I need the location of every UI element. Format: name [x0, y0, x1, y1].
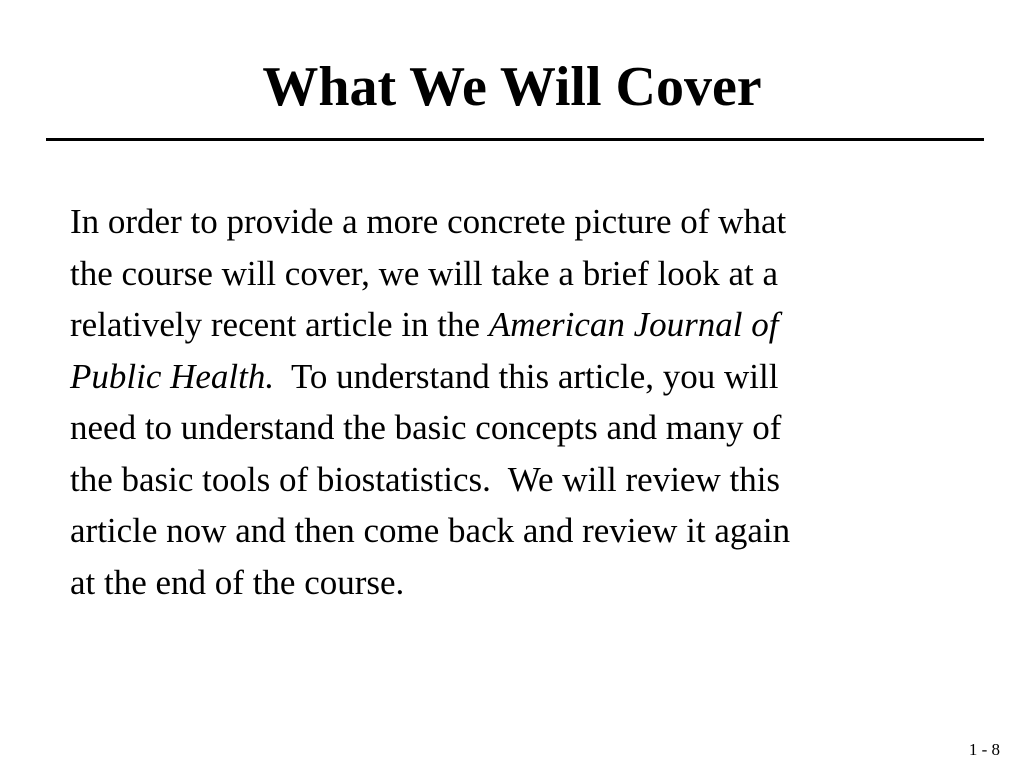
body-line-4-text: To understand this article, you will: [274, 356, 779, 396]
page-number: 1 - 8: [968, 740, 1000, 759]
body-line-2: the course will cover, we will take a brief look at a: [70, 253, 779, 293]
body-paragraph: [70, 196, 970, 608]
body-line-4: [70, 351, 970, 403]
body-line-5: need to understand the basic concepts and many of: [70, 408, 782, 447]
body-line-8: at the end of the course.: [70, 562, 405, 602]
body-line-1: In order to provide a more concrete picture of what: [70, 202, 787, 241]
body-line-3: [70, 299, 970, 351]
journal-title-part-1: American Journal of: [488, 305, 779, 344]
body-line-6: the basic tools of biostatistics. We will review this: [70, 459, 781, 499]
journal-title-part-2: Public Health.: [70, 356, 275, 396]
slide-title: What We Will Cover: [262, 56, 762, 118]
title-divider: [46, 138, 984, 141]
body-line-3-text: relatively recent article in the: [70, 305, 489, 344]
body-line-7: article now and then come back and review it again: [70, 511, 791, 550]
